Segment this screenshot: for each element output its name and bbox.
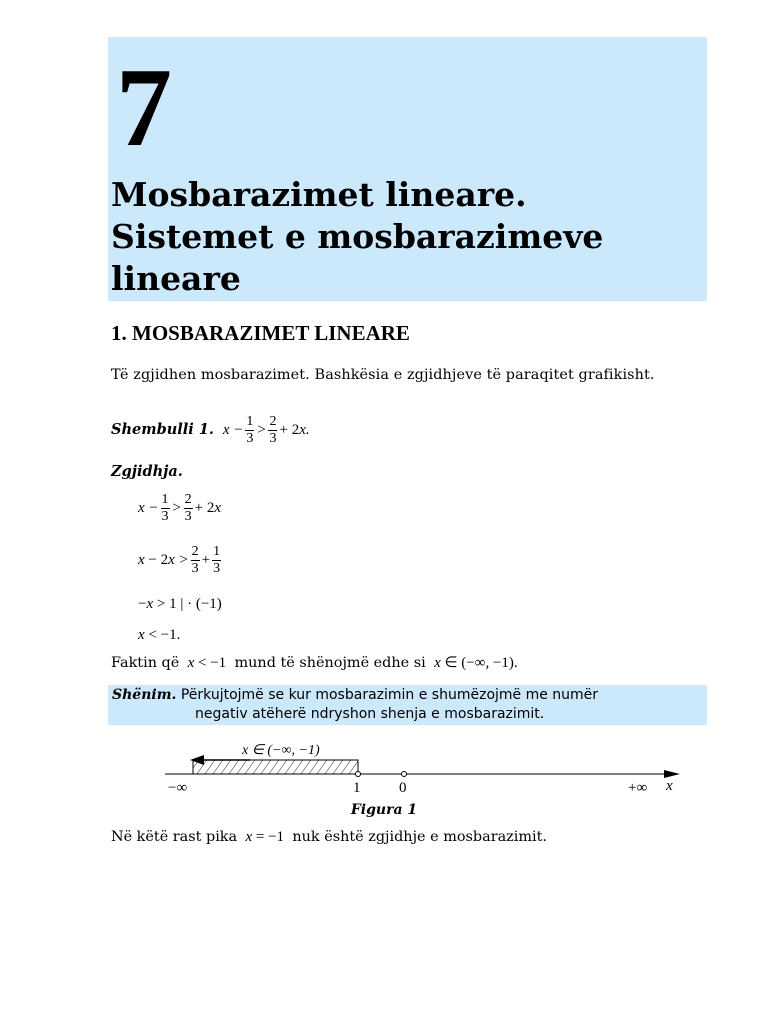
- figure-caption: Figura 1: [350, 802, 418, 818]
- chapter-title-line3: lineare: [111, 259, 241, 298]
- number-line-figure: [0, 735, 768, 805]
- example-1: [111, 414, 310, 447]
- solution-step-2: x − 2x > $\frac{2}{3}$ + $\frac{1}{3}$: [138, 544, 221, 576]
- conclusion-suffix: nuk është zgjidhje e mosbarazimit.: [292, 829, 547, 845]
- conclusion-prefix: Në këtë rast pika: [111, 829, 238, 845]
- fact-middle: mund të shënojmë edhe si: [234, 655, 426, 671]
- note-line-2: negativ atëherë ndryshon shenja e mosbarazimit.: [195, 706, 545, 722]
- chapter-title-line1: Mosbarazimet lineare.: [111, 175, 527, 214]
- chapter-title-line2: Sistemet e mosbarazimeve: [111, 217, 604, 256]
- tick-0-label: 0: [399, 780, 407, 796]
- tick-1-label: 1: [353, 780, 361, 796]
- chapter-number: 7: [116, 46, 172, 170]
- tick-left-label: −∞: [168, 780, 188, 796]
- fact-prefix: Faktin që: [111, 655, 180, 671]
- note-text: [112, 686, 702, 724]
- conclusion-equation: x = −1: [241, 829, 285, 845]
- axis-x-label: x: [666, 778, 673, 794]
- fact-line: [111, 653, 518, 672]
- fact-inequality: x < −1: [183, 655, 227, 671]
- section-heading: 1. MOSBARAZIMET LINEARE: [111, 321, 410, 345]
- conclusion-line: [111, 829, 547, 846]
- example-label: Shembulli 1.: [111, 420, 214, 438]
- chapter-title: [111, 174, 701, 300]
- note-line-1: Përkujtojmë se kur mosbarazimin e shumëzojmë me numër: [180, 687, 599, 703]
- tick-right-label: +∞: [628, 780, 648, 796]
- solution-step-3: −x > 1 | · (−1): [138, 596, 222, 612]
- note-label: Shënim.: [112, 687, 177, 703]
- axis-arrow-head: [664, 770, 680, 778]
- solution-step-4: x < −1.: [138, 627, 181, 643]
- fact-interval: x ∈ (−∞, −1).: [430, 655, 518, 671]
- solution-step-1: x − $\frac{1}{3}$ > $\frac{2}{3}$ + 2x: [138, 492, 222, 524]
- point-1: [356, 772, 361, 777]
- point-0: [402, 772, 407, 777]
- intro-paragraph: Të zgjidhen mosbarazimet. Bashkësia e zgjidhjeve të paraqitet grafikisht.: [111, 367, 655, 383]
- example-inequality: x − $\frac{1}{3}$ > $\frac{2}{3}$ + 2x.: [219, 414, 310, 446]
- solution-region: [193, 760, 358, 774]
- solution-label: Zgjidhja.: [111, 463, 183, 480]
- interval-label: x ∈ (−∞, −1): [242, 743, 320, 758]
